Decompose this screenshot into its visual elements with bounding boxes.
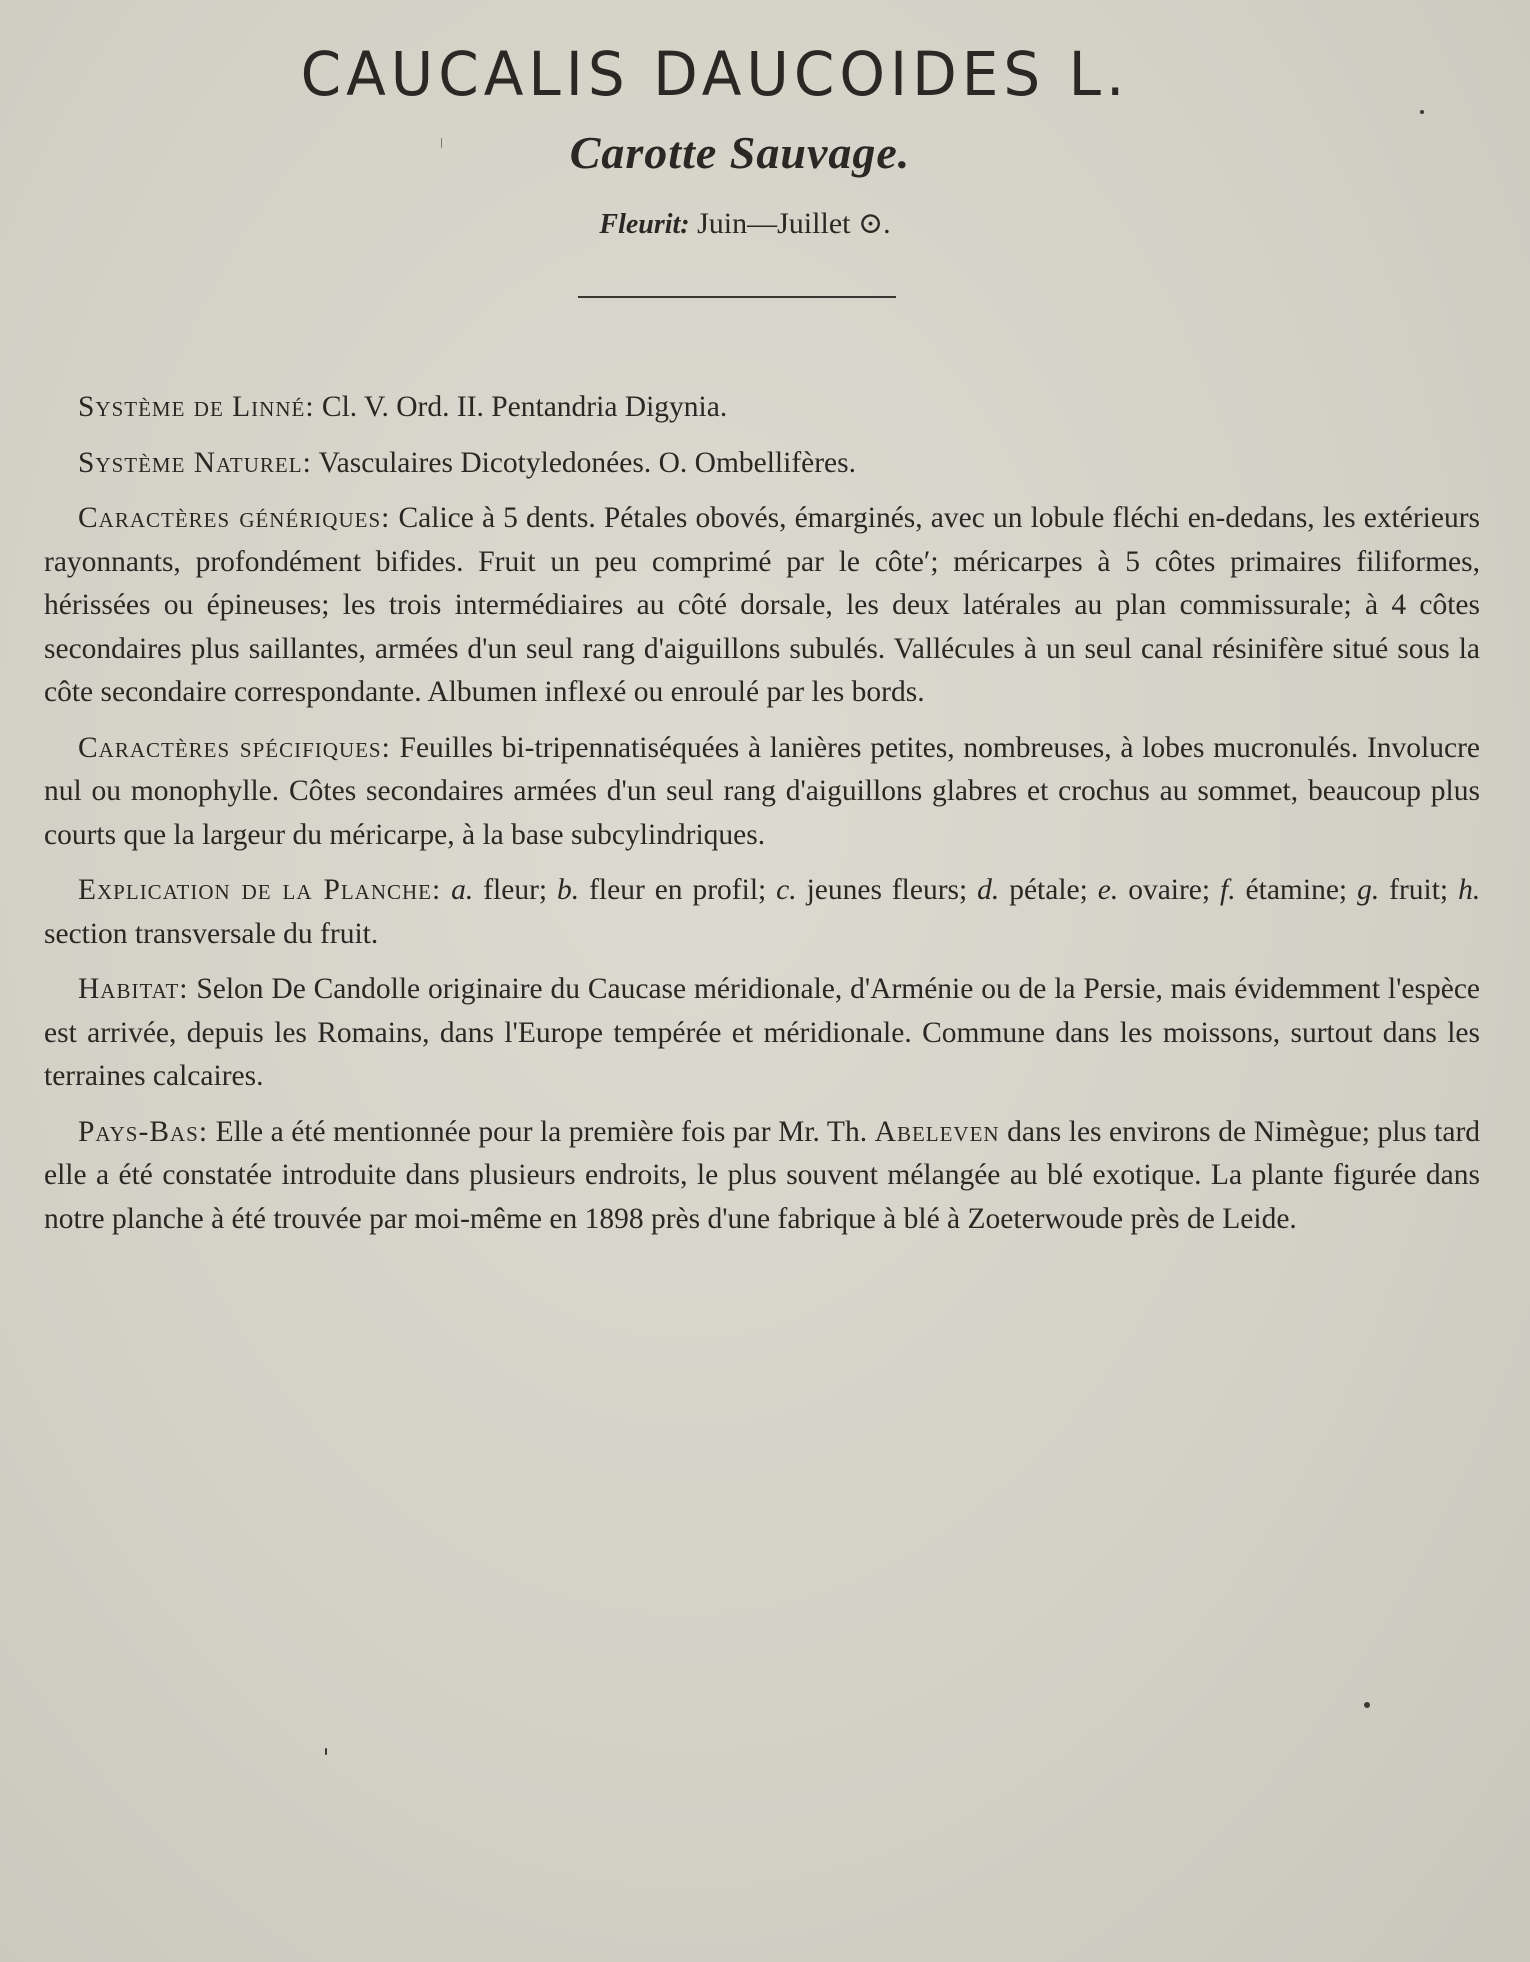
title-divider bbox=[578, 296, 896, 298]
flowering-label: Fleurit: bbox=[599, 209, 690, 240]
plate-letter: d. bbox=[977, 874, 1000, 906]
section-label: Système Naturel: bbox=[78, 446, 312, 479]
plate-letter: g. bbox=[1357, 874, 1380, 906]
paper-speck bbox=[441, 138, 442, 148]
section-label: Explication de la Planche: bbox=[78, 874, 442, 906]
plate-item: fleur; bbox=[483, 874, 548, 906]
section-label: Pays-Bas: bbox=[78, 1115, 209, 1148]
plate-item: ovaire; bbox=[1128, 874, 1211, 906]
section-text: Vasculaires Dicotyledonées. O. Ombellifères. bbox=[318, 446, 857, 479]
flowering-line bbox=[0, 206, 1510, 241]
section-text: Calice à 5 dents. Pétales obovés, émarginés, avec un lobule fléchi en-dedans, les extérieurs rayonnants, profondément bifides. Fruit un peu comprimé par le côte′; méricarpes à 5 côtes primaires filiformes, hérissées ou épineuses; les trois intermédiaires au côté dorsale, les deux latérales au plan commissurale; à 4 côtes secondaires plus saillantes, armées d'un seul rang d'aiguillons subulés. Vallécules à un seul canal résinifère situé sous la côte secondaire correspondante. Albumen inflexé ou enroulé par les bords. bbox=[44, 502, 1480, 708]
plate-letter: e. bbox=[1097, 874, 1119, 906]
plate-item: jeunes fleurs; bbox=[806, 874, 968, 906]
section-text: Cl. V. Ord. II. Pentandria Digynia. bbox=[321, 391, 728, 423]
section-generic-characters bbox=[44, 497, 1480, 715]
person-name: Abeleven bbox=[874, 1115, 1000, 1148]
plate-letter: a. bbox=[451, 874, 474, 906]
section-text: Selon De Candolle originaire du Caucase méridionale, d'Arménie ou de la Persie, mais évidemment l'espèce est arrivée, depuis les Romains, dans l'Europe tempérée et méridionale. Commune dans les moissons, surtout dans les terraines calcaires. bbox=[44, 973, 1481, 1092]
flowering-value: Juin—Juillet ⊙. bbox=[697, 207, 891, 240]
paper-speck bbox=[1420, 110, 1424, 114]
plate-item: section transversale du fruit. bbox=[44, 917, 379, 950]
plate-item: étamine; bbox=[1245, 874, 1348, 906]
common-name: Carotte Sauvage. bbox=[569, 127, 911, 178]
section-text: Feuilles bi-tripennatiséquées à lanières petites, nombreuses, à lobes mucronulés. Involucre nul ou monophylle. Côtes secondaires armées d'un seul rang d'aiguillons glabres et crochus au sommet, beaucoup plus courts que la largeur du méricarpe, à la base subcylindriques. bbox=[44, 731, 1480, 851]
section-specific-characters bbox=[44, 727, 1480, 858]
section-habitat bbox=[44, 968, 1480, 1099]
plate-item: fruit; bbox=[1389, 874, 1449, 906]
section-label: Caractères génériques: bbox=[78, 502, 391, 534]
section-naturel bbox=[44, 442, 1480, 486]
plate-letter: f. bbox=[1220, 874, 1236, 906]
section-plate-explanation bbox=[44, 869, 1480, 956]
description-body bbox=[44, 386, 1480, 1253]
section-pays-bas bbox=[44, 1111, 1480, 1242]
section-label: Habitat: bbox=[78, 973, 189, 1005]
section-linne bbox=[44, 386, 1480, 430]
plate-letter: h. bbox=[1458, 874, 1481, 906]
section-text: dans les environs de Nimègue; plus tard elle a été constatée introduite dans plusieurs endroits, le plus souvent mélangée au blé exotique. La plante figurée dans notre planche à été trouvée par moi-même en 1898 près d'une fabrique à blé à Zoeterwoude près de Leide. bbox=[44, 1115, 1481, 1235]
plate-item: pétale; bbox=[1009, 874, 1088, 906]
paper-speck bbox=[325, 1748, 327, 1755]
plate-letter: b. bbox=[557, 874, 580, 906]
section-label: Système de Linné: bbox=[78, 391, 315, 423]
plate-letter: c. bbox=[776, 874, 797, 906]
section-label: Caractères spécifiques: bbox=[78, 731, 391, 764]
paper-speck bbox=[1364, 1702, 1370, 1708]
plate-item: fleur en profil; bbox=[589, 874, 767, 906]
section-text: Elle a été mentionnée pour la première fois par Mr. Th. bbox=[215, 1115, 868, 1148]
species-title: CAUCALIS DAUCOIDES L. bbox=[300, 38, 1130, 110]
